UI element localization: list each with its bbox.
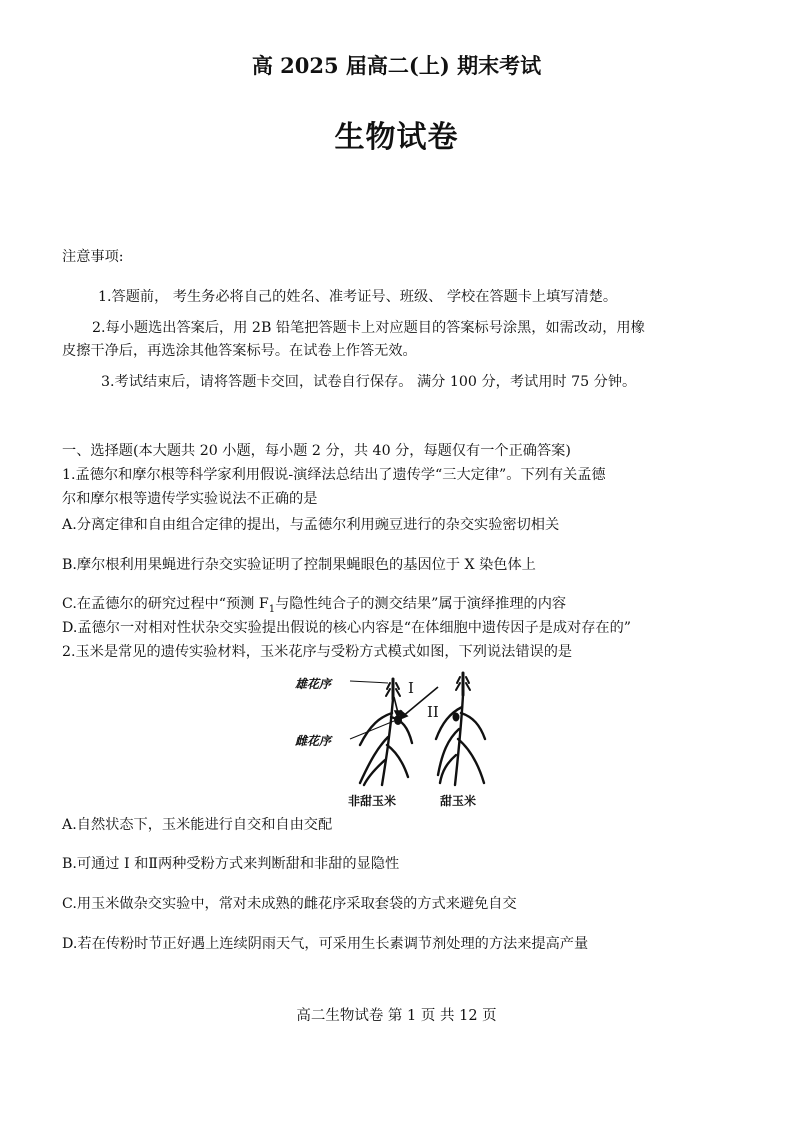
- subject-title: 生物试卷: [334, 120, 459, 155]
- notice-heading: 注意事项:: [62, 249, 124, 265]
- caption-non-sweet-corn: 非甜玉米: [348, 794, 397, 808]
- q1-option-d: D.孟德尔一对相对性状杂交实验提出假说的核心内容是“在体细胞中遗传因子是成对存在的”: [62, 620, 632, 636]
- section-heading: 一、选择题(本大题共 20 小题，每小题 2 分，共 40 分，每题仅有一个正确答案): [62, 443, 571, 459]
- q1-option-b: B.摩尔根利用果蝇进行杂交实验证明了控制果蝇眼色的基因位于 X 染色体上: [62, 557, 536, 573]
- q1-stem-line2: 尔和摩尔根等遗传学实验说法不正确的是: [62, 491, 318, 507]
- q2-stem: 2.玉米是常见的遗传实验材料，玉米花序与受粉方式模式如图，下列说法错误的是: [62, 644, 573, 660]
- q2-option-b: B.可通过 I 和Ⅱ两种受粉方式来判断甜和非甜的显隐性: [62, 856, 400, 872]
- label-pollination-II: II: [427, 703, 439, 721]
- label-female-inflorescence: 雌花序: [295, 734, 332, 748]
- page-footer: 高二生物试卷 第 1 页 共 12 页: [296, 1008, 497, 1024]
- notice-item-1: 1.答题前， 考生务必将自己的姓名、准考证号、班级、 学校在答题卡上填写清楚。: [98, 289, 618, 305]
- label-pollination-I: I: [408, 679, 414, 697]
- corn-pollination-figure: [290, 665, 505, 810]
- q1-option-c-post: 与隐性纯合子的测交结果”属于演绎推理的内容: [275, 596, 567, 612]
- q1-option-a: A.分离定律和自由组合定律的提出，与孟德尔利用豌豆进行的杂交实验密切相关: [62, 517, 560, 533]
- q1-option-c: [62, 593, 566, 615]
- q1-option-c-sub: 1: [268, 603, 276, 615]
- label-male-inflorescence: 雄花序: [295, 677, 332, 691]
- notice-item-2: 2.每小题选出答案后，用 2B 铅笔把答题卡上对应题目的答案标号涂黑，如需改动，用橡: [92, 320, 645, 336]
- exam-title: 高 2025 届高二(上) 期末考试: [251, 53, 542, 78]
- notice-item-3: 3.考试结束后，请将答题卡交回，试卷自行保存。 满分 100 分，考试用时 75 分钟。: [101, 374, 637, 390]
- caption-sweet-corn: 甜玉米: [440, 794, 477, 808]
- notice-item-2-cont: 皮擦干净后，再选涂其他答案标号。在试卷上作答无效。: [62, 343, 417, 359]
- q2-option-d: D.若在传粉时节正好遇上连续阴雨天气，可采用生长素调节剂处理的方法来提高产量: [62, 936, 589, 952]
- q1-stem-line1: 1.孟德尔和摩尔根等科学家利用假说-演绎法总结出了遗传学“三大定律”。下列有关孟德: [62, 467, 606, 483]
- q1-option-c-pre: C.在孟德尔的研究过程中“预测 F: [62, 596, 269, 612]
- q2-option-a: A.自然状态下，玉米能进行自交和自由交配: [62, 817, 333, 833]
- q2-option-c: C.用玉米做杂交实验中，常对未成熟的雌花序采取套袋的方式来避免自交: [62, 896, 517, 912]
